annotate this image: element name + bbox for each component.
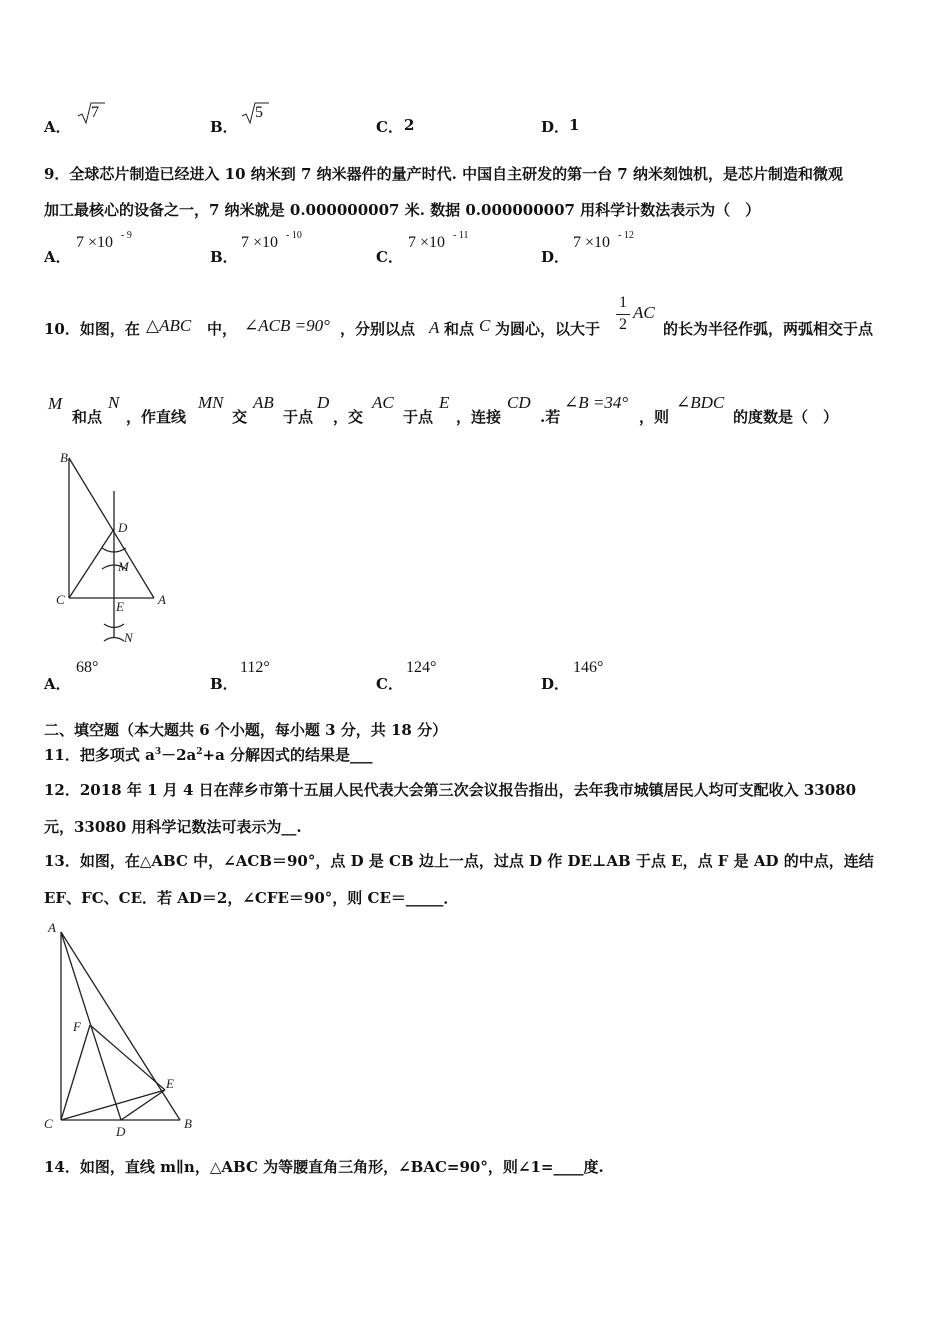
q8-option-a-value: 7	[91, 104, 99, 121]
q11-exponent: 3	[154, 747, 162, 757]
q10-fraction-variable: AC	[633, 303, 655, 322]
q10-text: 为圆心，以大于	[495, 320, 601, 338]
q9-option-d-label: D．	[541, 248, 570, 266]
q10-option-d-label: D．	[541, 675, 570, 693]
q10-line-mn: MN	[198, 393, 224, 412]
q9-option-d-exp: - 12	[618, 230, 634, 241]
q10-text: 和点	[72, 408, 103, 426]
q11-exponent: 2	[196, 747, 203, 757]
q8-option-a-label: A．	[44, 118, 71, 136]
q11-text-part: －2a	[161, 746, 197, 764]
q10-text: 中，	[207, 320, 238, 338]
q10-fig-label-e: E	[116, 599, 124, 614]
q9-option-a-base: 7 ×10	[76, 234, 114, 251]
q10-point-c: C	[479, 316, 491, 335]
q9-option-b-base: 7 ×10	[241, 234, 279, 251]
q10-point-a: A	[429, 318, 440, 337]
q10-figure	[50, 445, 190, 645]
q9-option-d-base: 7 ×10	[573, 234, 611, 251]
q10-text: ，分别以点	[340, 320, 416, 338]
q8-option-b-value: 5	[255, 104, 263, 121]
q10-angle-acb: ∠ACB =90°	[244, 316, 330, 335]
q13-fig-label-f: F	[73, 1019, 81, 1034]
q10-option-d-value: 146°	[573, 659, 604, 676]
q9-option-c-label: C．	[376, 248, 403, 266]
q10-text: ，交	[333, 408, 364, 426]
q10-text: 的长为半径作弧，两弧相交于点	[663, 320, 874, 338]
q10-fig-label-b: B	[60, 450, 68, 465]
q10-option-b-value: 112°	[240, 659, 270, 676]
q9-line2: 加工最核心的设备之一，7 纳米就是 0.000000007 米. 数据 0.000000007 用科学计数法表示为（ ）	[44, 201, 761, 219]
fraction-bar	[616, 314, 630, 315]
q10-text: 交	[232, 408, 248, 426]
q8-option-d-label: D．	[541, 118, 570, 136]
q10-segment-cd: CD	[507, 393, 531, 412]
q10-option-b-label: B．	[210, 675, 238, 693]
q10-text: 和点	[444, 320, 475, 338]
q9-option-b-exp: - 10	[286, 230, 302, 241]
q8-option-c-value: 2	[404, 116, 415, 134]
q9-option-a-label: A．	[44, 248, 71, 266]
q10-option-c-label: C．	[376, 675, 403, 693]
q13-fig-label-e: E	[166, 1076, 174, 1091]
q10-option-a-value: 68°	[76, 659, 99, 676]
q10-text: 于点	[283, 408, 314, 426]
q10-point-m: M	[48, 394, 63, 413]
q12-line2: 元，33080 用科学记数法可表示为__.	[44, 818, 302, 836]
q10-text: ，则	[639, 408, 670, 426]
q10-text: .若	[540, 408, 561, 426]
q11-text-part: 11．把多项式 a	[44, 746, 155, 764]
q10-text: 的度数是（ ）	[733, 408, 839, 426]
q10-fig-label-c: C	[56, 592, 65, 607]
q8-option-d-value: 1	[569, 116, 580, 134]
q10-fig-label-m: M	[118, 559, 129, 574]
q9-option-a-exp: - 9	[121, 230, 132, 241]
q10-text: ，连接	[456, 408, 502, 426]
section-heading: 二、填空题（本大题共 6 个小题，每小题 3 分，共 18 分）	[44, 721, 448, 739]
q13-fig-label-a: A	[48, 920, 56, 935]
q11-text-part: +a 分解因式的结果是___	[202, 746, 373, 764]
q10-fig-label-n: N	[124, 630, 133, 645]
q10-text: 于点	[403, 408, 434, 426]
q10-text: 10．如图，在	[44, 320, 140, 338]
q11-text	[44, 744, 373, 765]
q8-option-b-label: B．	[210, 118, 238, 136]
q10-point-e: E	[439, 393, 450, 412]
q13-fig-label-c: C	[44, 1116, 53, 1131]
q10-point-n: N	[108, 393, 120, 412]
q12-line1: 12．2018 年 1 月 4 日在萍乡市第十五届人民代表大会第三次会议报告指出，去年我市城镇居民人均可支配收入 33080	[44, 781, 857, 799]
q10-segment-ab: AB	[253, 393, 274, 412]
q13-fig-label-b: B	[184, 1116, 192, 1131]
q13-fig-label-d: D	[116, 1124, 126, 1139]
q10-fraction-denominator: 2	[619, 316, 627, 333]
q13-line2: EF、FC、CE．若 AD＝2，∠CFE＝90°，则 CE＝_____．	[44, 889, 459, 907]
q10-fig-label-a: A	[158, 592, 166, 607]
q10-triangle-abc: △ABC	[146, 316, 192, 335]
q10-point-d: D	[317, 393, 330, 412]
q9-option-c-exp: - 11	[453, 230, 469, 241]
q8-option-c-label: C．	[376, 118, 403, 136]
q10-segment-ac: AC	[372, 393, 394, 412]
q9-line1: 9．全球芯片制造已经进入 10 纳米到 7 纳米器件的量产时代. 中国自主研发的第一台 7 纳米刻蚀机，是芯片制造和微观	[44, 165, 843, 183]
q10-fraction-numerator: 1	[619, 294, 627, 311]
q9-option-b-label: B．	[210, 248, 238, 266]
q13-figure	[38, 918, 208, 1140]
q14-text: 14．如图，直线 m∥n，△ABC 为等腰直角三角形，∠BAC=90°，则∠1=____度.	[44, 1158, 604, 1176]
q10-fig-label-d: D	[118, 520, 128, 535]
q10-angle-b: ∠B =34°	[564, 393, 629, 412]
q10-option-a-label: A．	[44, 675, 71, 693]
q10-option-c-value: 124°	[406, 659, 437, 676]
q10-angle-bdc: ∠BDC	[676, 393, 725, 412]
q10-text: ，作直线	[126, 408, 187, 426]
q13-line1: 13．如图，在△ABC 中，∠ACB＝90°，点 D 是 CB 边上一点，过点 D 作 DE⊥AB 于点 E，点 F 是 AD 的中点，连结	[44, 852, 874, 870]
q9-option-c-base: 7 ×10	[408, 234, 446, 251]
